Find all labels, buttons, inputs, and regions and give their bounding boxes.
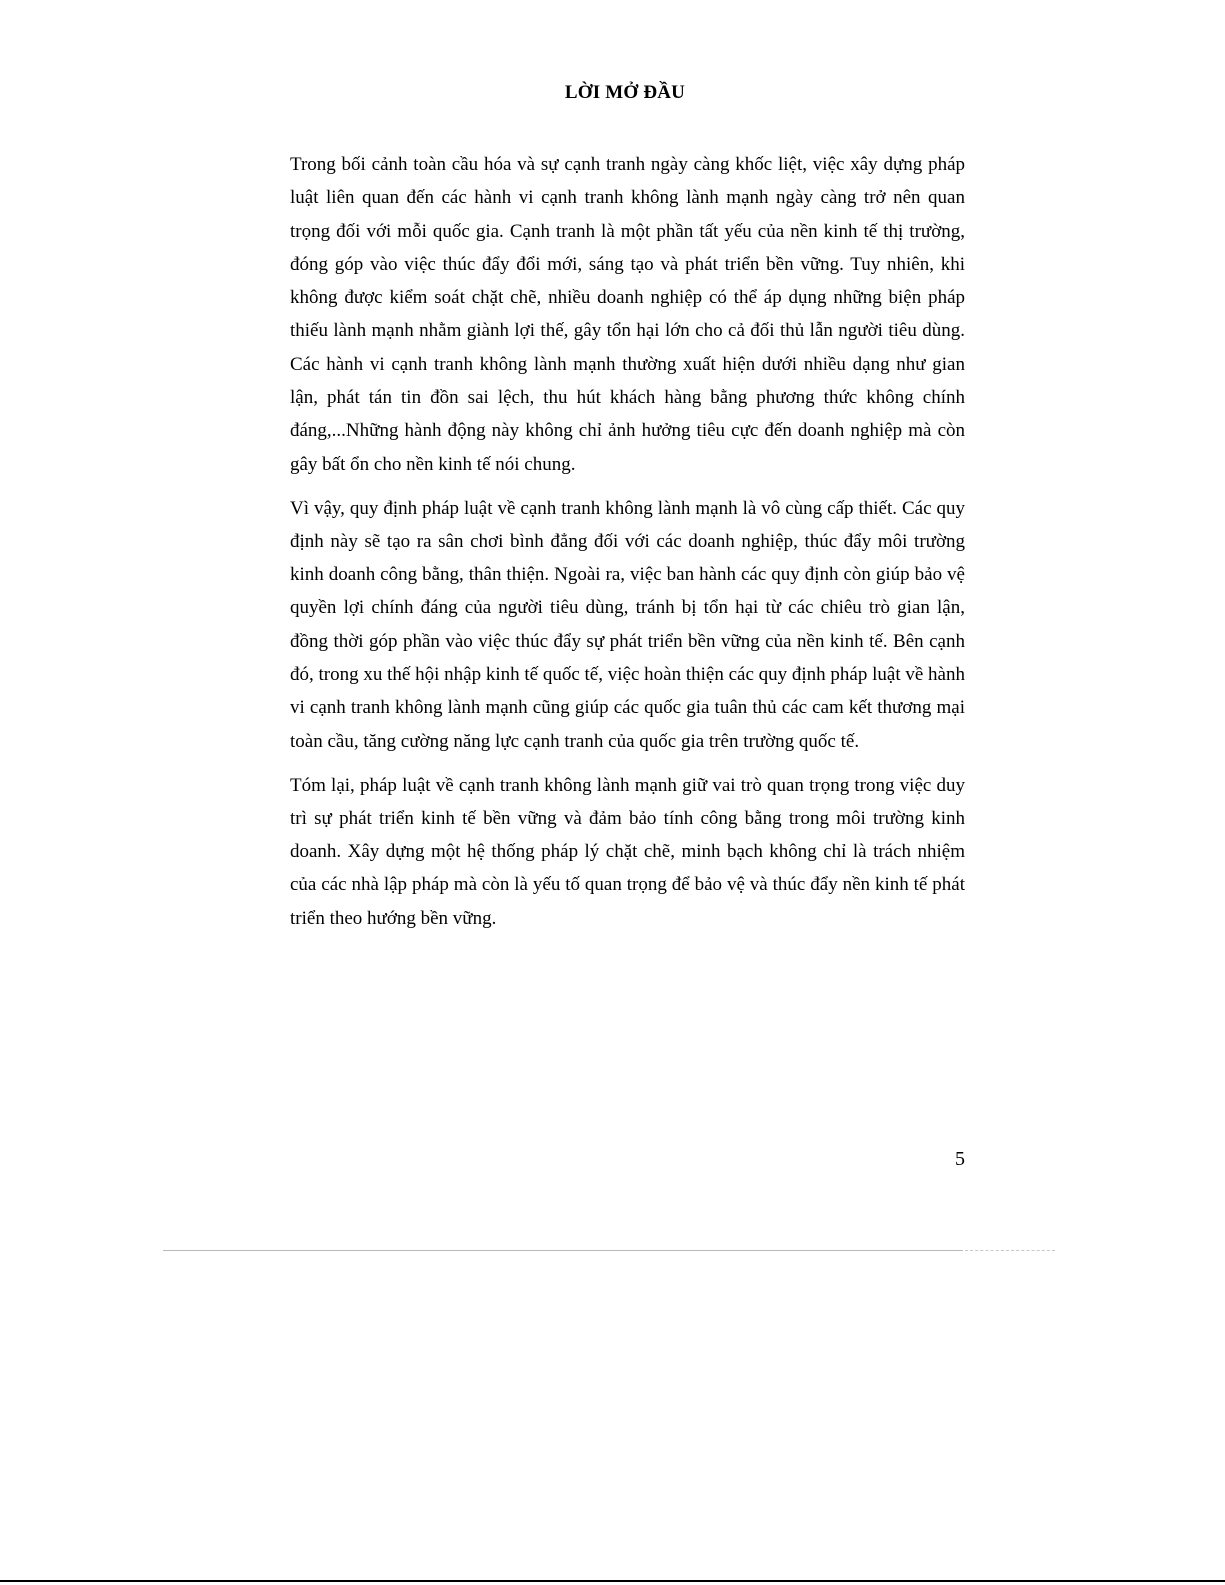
body-text (290, 148, 965, 946)
page-break-dashes (965, 1250, 1055, 1251)
page-title: LỜI MỞ ĐẦU (564, 82, 686, 103)
paragraph-2: Vì vậy, quy định pháp luật về cạnh tranh không lành mạnh là vô cùng cấp thiết. Các quy định này sẽ tạo ra sân chơi bình đẳng đối với các doanh nghiệp, thúc đẩy môi trường kinh doanh công bằng, thân thiện. Ngoài ra, việc ban hành các quy định còn giúp bảo vệ quyền lợi chính đáng của người tiêu dùng, tránh bị tổn hại từ các chiêu trò gian lận, đồng thời góp phần vào việc thúc đẩy sự phát triển bền vững của nền kinh tế. Bên cạnh đó, trong xu thế hội nhập kinh tế quốc tế, việc hoàn thiện các quy định pháp luật về hành vi cạnh tranh không lành mạnh cũng giúp các quốc gia tuân thủ các cam kết thương mại toàn cầu, tăng cường năng lực cạnh tranh của quốc gia trên trường quốc tế. (290, 497, 965, 752)
paragraph-3: Tóm lại, pháp luật về cạnh tranh không lành mạnh giữ vai trò quan trọng trong việc duy trì sự phát triển kinh tế bền vững và đảm bảo tính công bằng trong môi trường kinh doanh. Xây dựng một hệ thống pháp lý chặt chẽ, minh bạch không chỉ là trách nhiệm của các nhà lập pháp mà còn là yếu tố quan trọng để bảo vệ và thúc đẩy nền kinh tế phát triển theo hướng bền vững. (290, 774, 965, 929)
page-break-line (163, 1250, 963, 1251)
paragraph-1: Trong bối cảnh toàn cầu hóa và sự cạnh tranh ngày càng khốc liệt, việc xây dựng pháp luật liên quan đến các hành vi cạnh tranh không lành mạnh ngày càng trở nên quan trọng đối với mỗi quốc gia. Cạnh tranh là một phần tất yếu của nền kinh tế thị trường, đóng góp vào việc thúc đẩy đổi mới, sáng tạo và phát triển bền vững. Tuy nhiên, khi không được kiểm soát chặt chẽ, nhiều doanh nghiệp có thể áp dụng những biện pháp thiếu lành mạnh nhằm giành lợi thế, gây tổn hại lớn cho cả đối thủ lẫn người tiêu dùng. Các hành vi cạnh tranh không lành mạnh thường xuất hiện dưới nhiều dạng như gian lận, phát tán tin đồn sai lệch, thu hút khách hàng bằng phương thức không chính đáng,...Những hành động này không chỉ ảnh hưởng tiêu cực đến doanh nghiệp mà còn gây bất ổn cho nền kinh tế nói chung. (290, 154, 965, 475)
page-number: 5 (955, 1148, 965, 1170)
bottom-edge-rule (0, 1580, 1225, 1582)
